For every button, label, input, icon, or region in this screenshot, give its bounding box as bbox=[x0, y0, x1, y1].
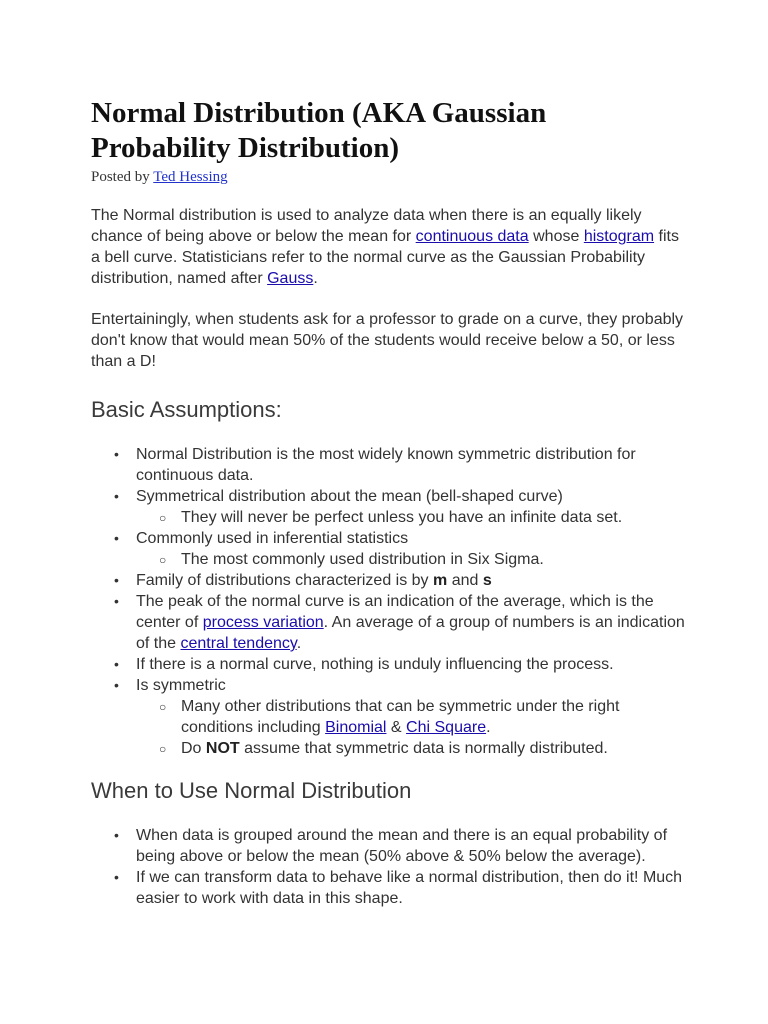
bullet-icon: • bbox=[114, 827, 119, 843]
list-item-text: Symmetrical distribution about the mean (bell-shaped curve) bbox=[136, 488, 563, 505]
circle-bullet-icon: ○ bbox=[159, 553, 167, 567]
sub-list-item-text: The most commonly used distribution in Six Sigma. bbox=[181, 551, 544, 568]
bullet-icon: • bbox=[114, 572, 119, 588]
circle-bullet-icon: ○ bbox=[159, 700, 167, 714]
sub-list-item bbox=[159, 507, 691, 528]
list-item bbox=[114, 867, 691, 909]
sub-list bbox=[136, 549, 691, 570]
sub-list bbox=[136, 696, 691, 759]
intro-text-3: fits a bell curve. Statisticians refer to the normal curve as the Gaussian Probability distribution, named after bbox=[91, 228, 679, 287]
sub-list-item bbox=[159, 696, 691, 738]
basic-assumptions-heading: Basic Assumptions: bbox=[91, 397, 282, 422]
sub-list-item bbox=[159, 549, 691, 570]
article bbox=[91, 96, 691, 909]
ampersand-text: & bbox=[390, 719, 402, 736]
list-item-text: . bbox=[296, 635, 302, 652]
list-item bbox=[114, 444, 691, 486]
binomial-link[interactable]: Binomial bbox=[325, 719, 387, 736]
not-emphasis: NOT bbox=[205, 740, 240, 757]
bullet-icon: • bbox=[114, 593, 119, 609]
process-variation-link[interactable]: process variation bbox=[202, 614, 324, 631]
sigma-symbol: s bbox=[482, 572, 492, 589]
when-to-use-heading: When to Use Normal Distribution bbox=[91, 778, 412, 803]
sub-list-item-text: Do bbox=[181, 740, 202, 757]
sub-list-item-text: assume that symmetric data is normally distributed. bbox=[244, 740, 608, 757]
list-item-text: The peak of the normal curve is an indication of the average, which is the center of bbox=[136, 593, 654, 631]
sub-list bbox=[136, 507, 691, 528]
list-item-text: Family of distributions characterized is by bbox=[136, 572, 429, 589]
page-title: Normal Distribution (AKA Gaussian Probability Distribution) bbox=[91, 97, 547, 164]
intro-paragraph bbox=[91, 205, 691, 289]
list-item-text: When data is grouped around the mean and there is an equal probability of being above or below the mean (50% above & 50% below the average). bbox=[136, 827, 668, 865]
list-item-text: . An average of a group of numbers is an indication of the bbox=[136, 614, 685, 652]
when-to-use-list bbox=[91, 825, 691, 909]
author-link[interactable]: Ted Hessing bbox=[153, 169, 228, 185]
bullet-icon: • bbox=[114, 488, 119, 504]
list-item bbox=[114, 654, 691, 675]
list-item bbox=[114, 486, 691, 528]
list-item-text: Normal Distribution is the most widely known symmetric distribution for continuous data. bbox=[136, 446, 636, 484]
list-item-text: If we can transform data to behave like a normal distribution, then do it! Much easier to work with data in this shape. bbox=[136, 869, 683, 907]
bullet-icon: • bbox=[114, 656, 119, 672]
circle-bullet-icon: ○ bbox=[159, 511, 167, 525]
basic-assumptions-list bbox=[91, 444, 691, 759]
list-item-text: If there is a normal curve, nothing is unduly influencing the process. bbox=[136, 656, 614, 673]
central-tendency-link[interactable]: central tendency bbox=[180, 635, 297, 652]
bullet-icon: • bbox=[114, 530, 119, 546]
intro-text-4: . bbox=[313, 270, 318, 287]
bullet-icon: • bbox=[114, 446, 119, 462]
chi-square-link[interactable]: Chi Square bbox=[406, 719, 487, 736]
intro-text-2: whose bbox=[533, 228, 580, 245]
list-item bbox=[114, 528, 691, 570]
list-item bbox=[114, 825, 691, 867]
histogram-link[interactable]: histogram bbox=[583, 228, 655, 245]
list-item-text: Is symmetric bbox=[136, 677, 226, 694]
byline bbox=[91, 167, 691, 187]
byline-prefix: Posted by bbox=[91, 169, 150, 185]
curve-grading-paragraph: Entertainingly, when students ask for a professor to grade on a curve, they probably don't know that would mean 50% of the students would receive below a 50, or less than a D! bbox=[91, 311, 684, 370]
and-text: and bbox=[451, 572, 479, 589]
sub-list-item-text: . bbox=[486, 719, 491, 736]
sub-list-item-text: Many other distributions that can be symmetric under the right conditions including bbox=[181, 698, 620, 736]
bullet-icon: • bbox=[114, 869, 119, 885]
circle-bullet-icon: ○ bbox=[159, 742, 167, 756]
sub-list-item bbox=[159, 738, 691, 759]
list-item bbox=[114, 675, 691, 759]
intro-text-1: The Normal distribution is used to analyze data when there is an equally likely chance of being above or below the mean for bbox=[91, 207, 642, 245]
bullet-icon: • bbox=[114, 677, 119, 693]
sub-list-item-text: They will never be perfect unless you have an infinite data set. bbox=[181, 509, 623, 526]
continuous-data-link[interactable]: continuous data bbox=[415, 228, 529, 245]
list-item bbox=[114, 591, 691, 654]
list-item bbox=[114, 570, 691, 591]
mu-symbol: m bbox=[433, 572, 448, 589]
list-item-text: Commonly used in inferential statistics bbox=[136, 530, 409, 547]
gauss-link[interactable]: Gauss bbox=[267, 270, 314, 287]
